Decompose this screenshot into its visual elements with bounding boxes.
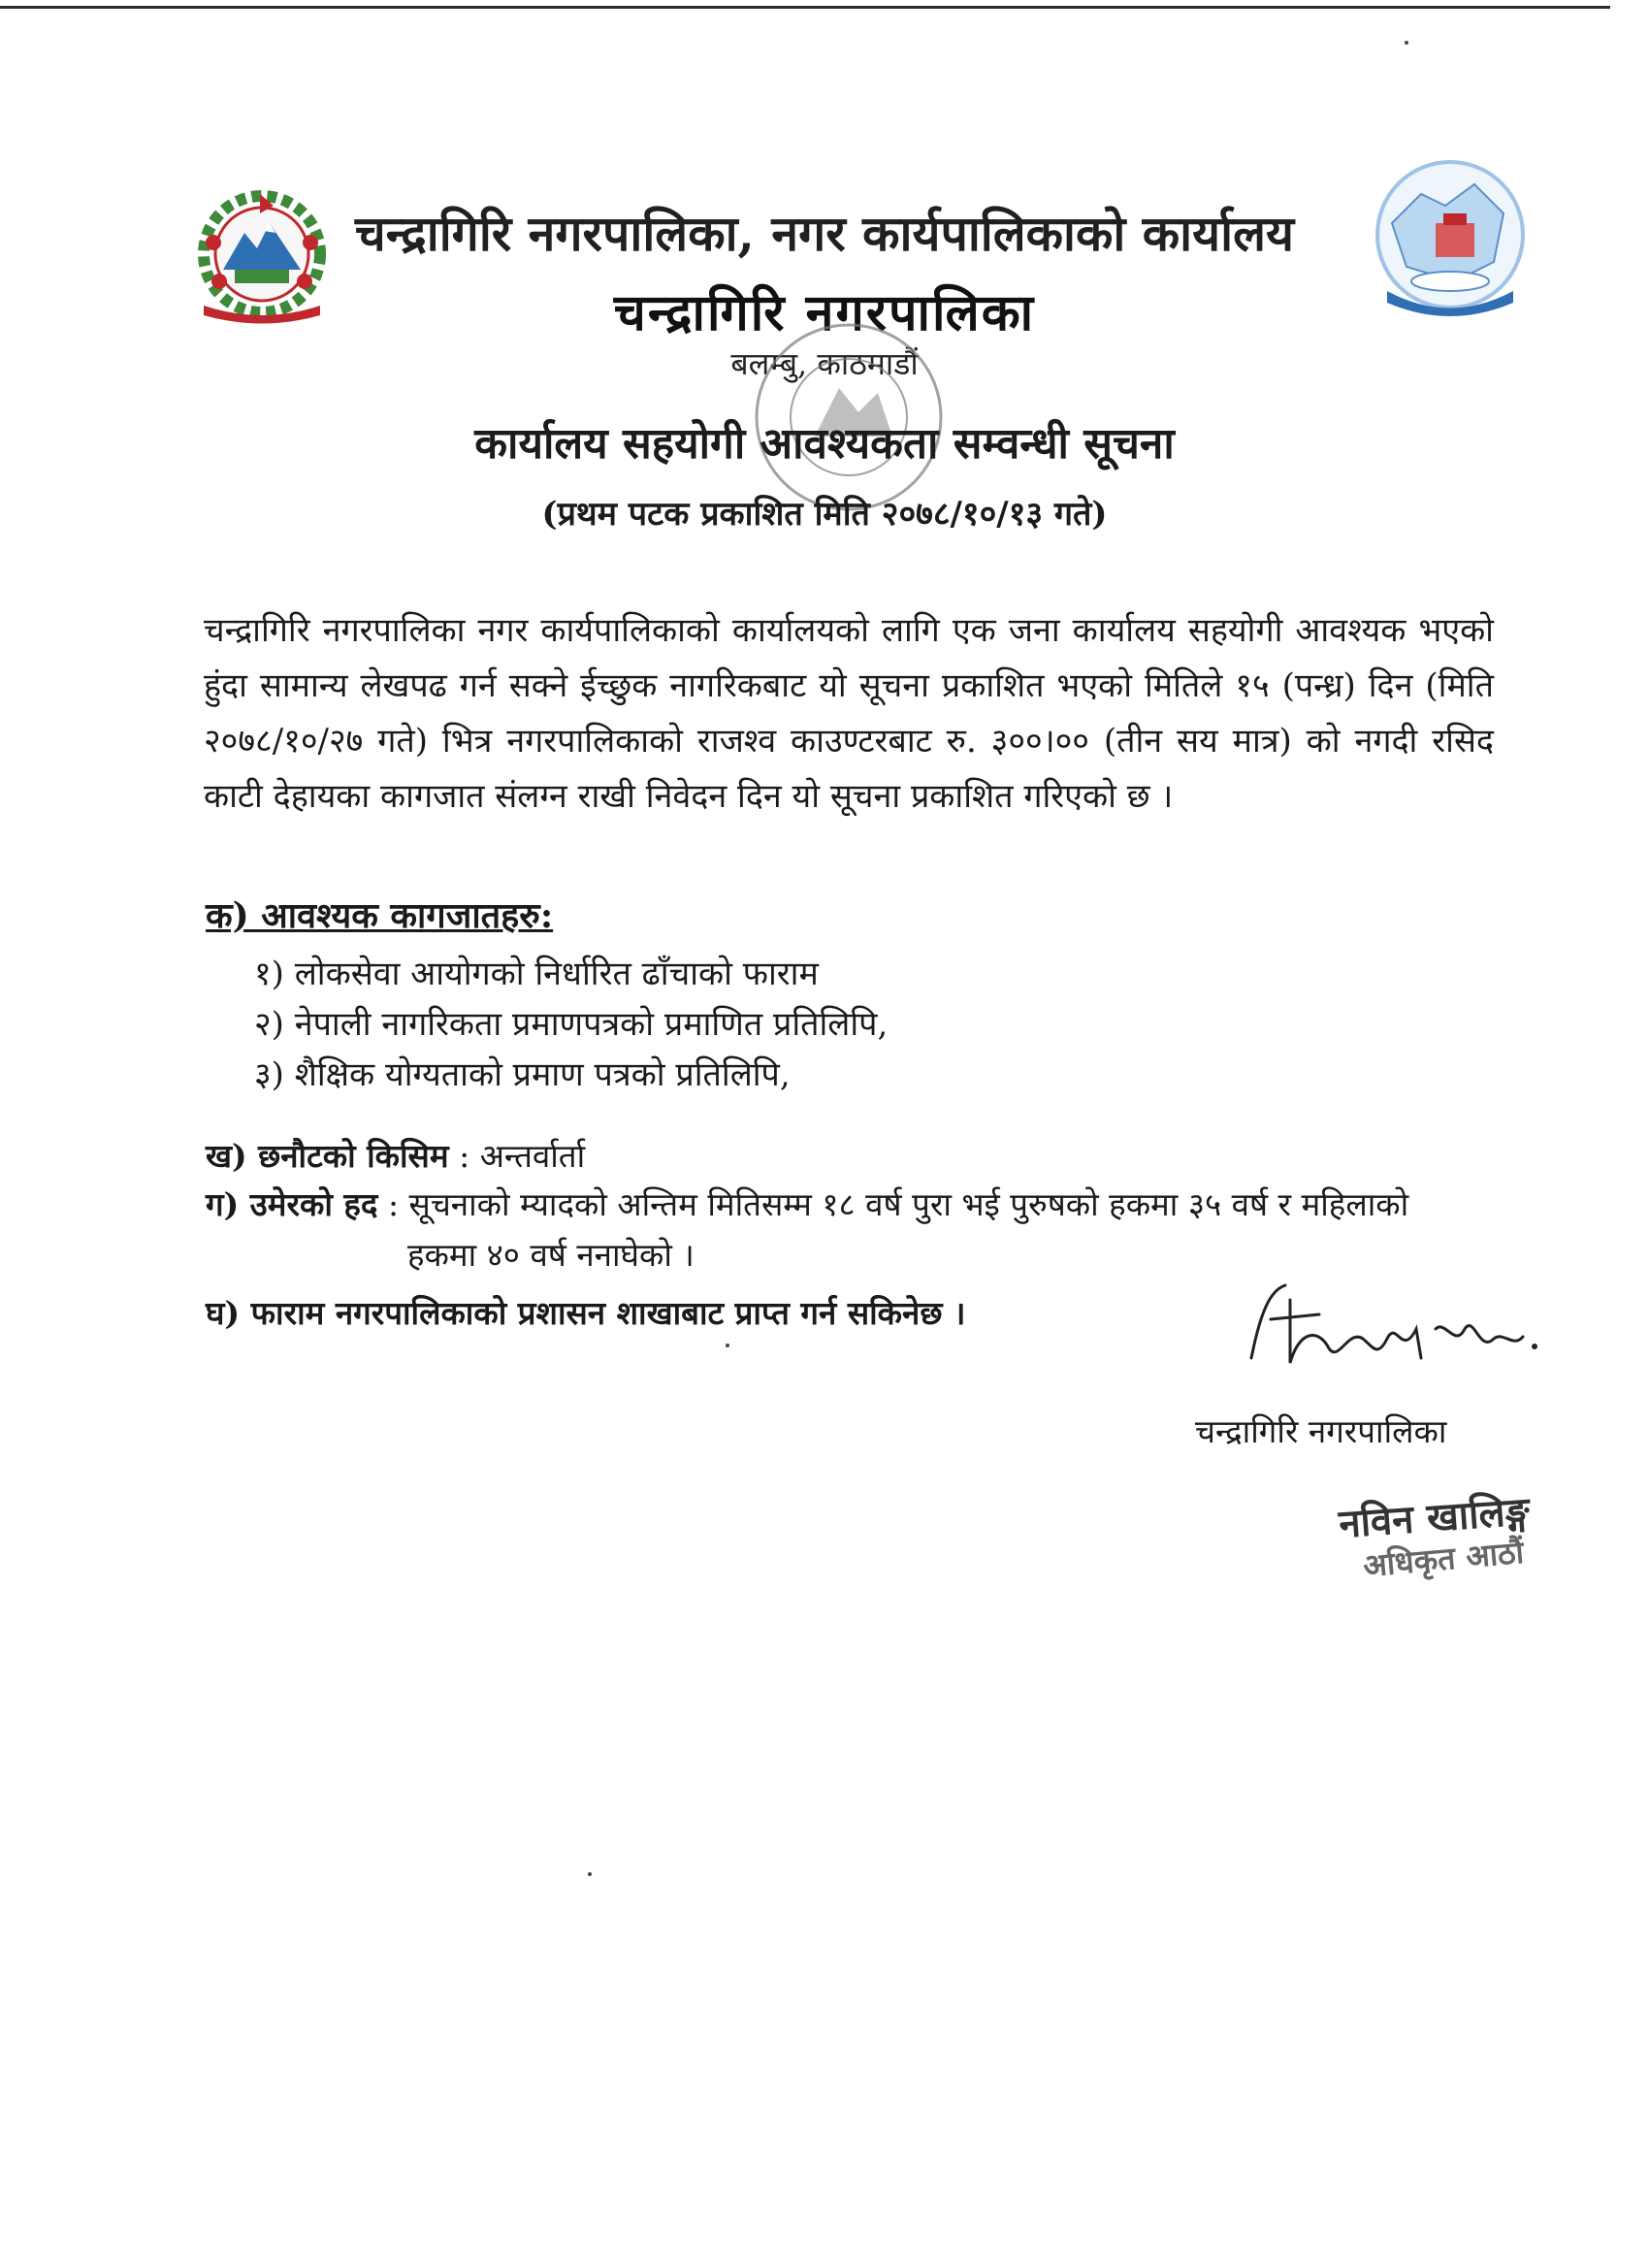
scan-speck	[726, 1344, 729, 1347]
address: बलम्बु, काठमाडौं	[730, 345, 919, 382]
list-item: ३) शैक्षिक योग्यताको प्रमाण पत्रको प्रतिलिपि,	[254, 1055, 791, 1094]
age-value-continued: हकमा ४० वर्ष ननाघेको ।	[407, 1236, 695, 1274]
documents-heading: क) आवश्यक कागजातहरु:	[206, 895, 554, 936]
age-value: : सूचनाको म्यादको अन्तिम मितिसम्म १८ वर्ष पुरा भई पुरुषको हकमा ३५ वर्ष र महिलाको	[387, 1185, 1409, 1223]
selection-value: : अन्तर्वार्ता	[459, 1137, 586, 1175]
signatory-title: अधिकृत आठौं	[1361, 1533, 1526, 1585]
list-item: १) लोकसेवा आयोगको निर्धारित ढाँचाको फाराम	[254, 955, 819, 993]
scan-speck	[1405, 41, 1408, 45]
age-row	[206, 1182, 1408, 1225]
top-rule	[0, 6, 1610, 9]
signatory-name: नविन खालिङ्ग	[1337, 1488, 1532, 1547]
publish-date: (प्रथम पटक प्रकाशित मिति २०७८/१०/१३ गते)	[541, 495, 1108, 534]
notice-paragraph: चन्द्रागिरि नगरपालिका नगर कार्यपालिकाको कार्यालयको लागि एक जना कार्यालय सहयोगी आवश्यक भएको हुंदा सामान्य लेखपढ गर्न सक्ने ईच्छुक नागरिकबाट यो सूचना प्रकाशित भएको मितिले १५ (पन्ध्र) दिन (मिति २०७८/१०/२७ गते) भित्र नगरपालिकाको राजश्व काउण्टरबाट रु. ३००।०० (तीन सय मात्र) को नगदी रसिद काटी देहायका कागजात संलग्न राखी निवेदन दिन यो सूचना प्रकाशित गरिएको छ ।	[204, 611, 1494, 816]
age-label: ग) उमेरको हद	[206, 1185, 378, 1223]
selection-row	[206, 1133, 585, 1177]
office-title: चन्द्रागिरि नगरपालिका, नगर कार्यपालिकाको कार्यालय	[355, 205, 1294, 262]
documents-list	[254, 949, 888, 1100]
scan-speck	[588, 1872, 592, 1876]
signatory-org: चन्द्रागिरि नगरपालिका	[1195, 1412, 1447, 1450]
notice-title: कार्यालय सहयोगी आवश्यकता सम्वन्धी सूचना	[474, 419, 1175, 469]
signature-icon	[1232, 1271, 1552, 1387]
municipality-name: चन्द्रागिरि नगरपालिका	[613, 283, 1036, 342]
form-info-text: घ) फाराम नगरपालिकाको प्रशासन शाखाबाट प्राप्त गर्न सकिनेछ ।	[206, 1294, 966, 1332]
list-item: २) नेपाली नागरिकता प्रमाणपत्रको प्रमाणित प्रतिलिपि,	[254, 1005, 889, 1044]
form-info	[206, 1290, 965, 1334]
selection-label: ख) छनौटको किसिम	[206, 1137, 449, 1175]
